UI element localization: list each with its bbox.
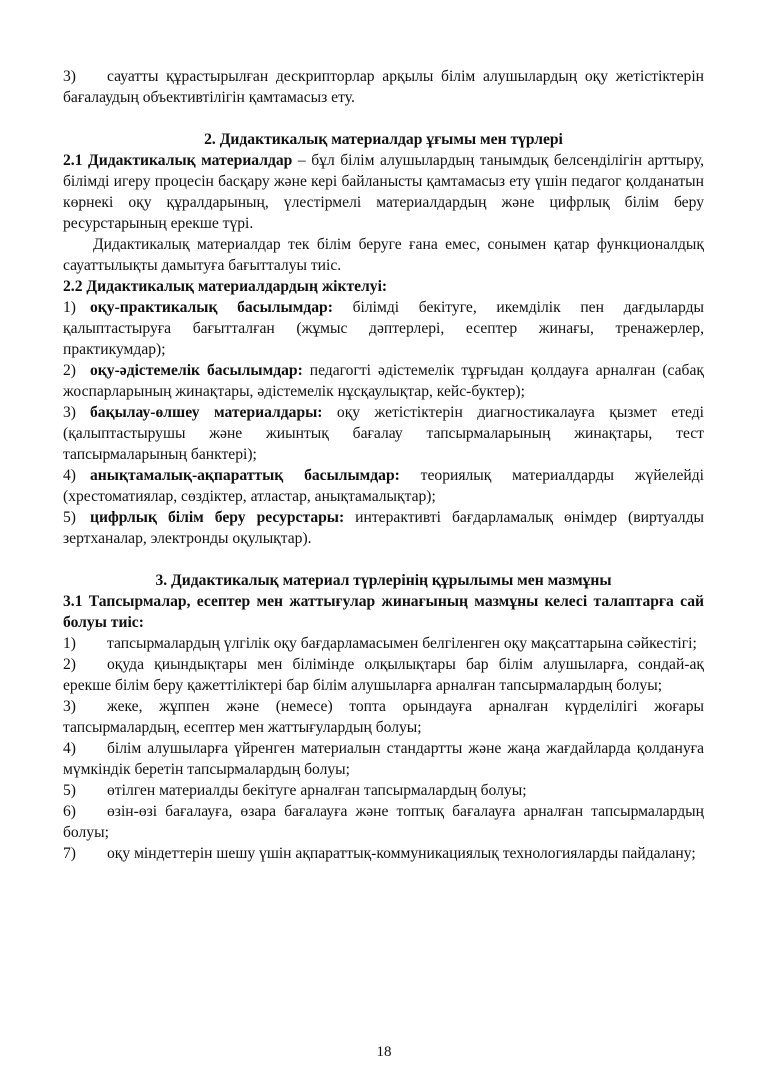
list-item	[63, 801, 704, 843]
list-item	[63, 696, 704, 738]
para-2-1-text: – бұл білім алушылардың танымдық белсенділігін арттыру, білімді игеру процесін басқару және кері байланысты қамтамасыз ету үшін педагог қолданатын көрнекі оқу құралдарының, үлестірмелі материалдардың және цифрлық білім беру ресурстарының ерекше түрі.	[63, 152, 704, 232]
para-3-1: 3.1 Тапсырмалар, есептер мен жаттығулар жинағының мазмұны келесі талаптарға сай болуы тиіс:	[63, 593, 704, 631]
list-item-number: 5)	[63, 509, 76, 526]
list-item-text: оқу жетістіктерін диагностикалауға қызмет етеді (қалыптастырушы және жиынтық бағалау тапсырмаларының жинақтары, тест тапсырмаларының банктері);	[63, 404, 704, 463]
list-item	[63, 402, 704, 465]
list-item-number: 2)	[63, 362, 76, 379]
intro-list-item	[63, 66, 704, 108]
list-item-number: 5)	[63, 782, 76, 799]
list-item-text: сауатты құрастырылған дескрипторлар арқылы білім алушылардың оқу жетістіктерін бағалаудың объективтілігін қамтамасыз ету.	[63, 68, 704, 106]
list-item-number: 2)	[63, 656, 76, 673]
list-item-term: оқу-практикалық басылымдар:	[90, 299, 333, 316]
document-page	[63, 66, 704, 864]
list-item-term: оқу-әдістемелік басылымдар:	[90, 362, 303, 379]
list-item	[63, 738, 704, 780]
list-item-number: 7)	[63, 845, 76, 862]
list-item-text: оқуда қиындықтары мен білімінде олқылықтары бар білім алушыларға, сондай-ақ ерекше білім беру қажеттіліктері бар білім алушыларға арналған тапсырмалардың болуы;	[63, 656, 704, 694]
list-item-text: оқу міндеттерін шешу үшін ақпараттық-коммуникациялық технологияларды пайдалану;	[107, 845, 696, 862]
list-item	[63, 465, 704, 507]
list-item-number: 3)	[63, 404, 76, 421]
blank-line	[63, 549, 704, 570]
list-item-text: интерактивті бағдарламалық өнімдер (виртуалды зертханалар, электронды оқулықтар).	[63, 509, 704, 547]
para-2-1-term: 2.1 Дидактикалық материалдар	[63, 152, 293, 169]
list-item-term: бақылау-өлшеу материалдары:	[90, 404, 323, 421]
list-item-text: жеке, жұппен және (немесе) топта орындауға арналған күрделілігі жоғары тапсырмалардың, есептер мен жаттығулардың болуы;	[63, 698, 704, 736]
list-item-number: 3)	[63, 698, 76, 715]
section3-heading: 3. Дидактикалық материал түрлерінің құрылымы мен мазмұны	[155, 572, 612, 589]
list-item-number: 4)	[63, 467, 76, 484]
classification-list	[63, 297, 704, 549]
list-item-number: 3)	[63, 68, 76, 85]
list-item-text: тапсырмалардың үлгілік оқу бағдарламасымен белгіленген оқу мақсаттарына сәйкестігі;	[107, 635, 697, 652]
para-2-1	[63, 150, 704, 234]
list-item-text: білім алушыларға үйренген материалын стандартты және жаңа жағдайларда қолдануға мүмкіндік беретін тапсырмалардың болуы;	[63, 740, 704, 778]
list-item-term: анықтамалық-ақпараттық басылымдар:	[90, 467, 400, 484]
para-2-2-heading: 2.2 Дидактикалық материалдардың жіктелуі:	[63, 278, 388, 295]
list-item	[63, 654, 704, 696]
list-item-term: цифрлық білім беру ресурстары:	[90, 509, 345, 526]
list-item-text: педагогті әдістемелік тұрғыдан қолдауға арналған (сабақ жоспарларының жинақтары, әдістемелік нұсқаулықтар, кейс-буктер);	[63, 362, 704, 400]
page-number: 18	[376, 1044, 392, 1060]
list-item	[63, 780, 704, 801]
list-item	[63, 507, 704, 549]
list-item-number: 1)	[63, 635, 76, 652]
list-item-number: 4)	[63, 740, 76, 757]
list-item-text: теориялық материалдарды жүйелейді (хрестоматиялар, сөздіктер, атластар, анықтамалықтар);	[63, 467, 704, 505]
requirements-list	[63, 633, 704, 864]
para-didactic-note: Дидактикалық материалдар тек білім беруге ғана емес, сонымен қатар функционалдық сауаттылықты дамытуға бағытталуы тиіс.	[63, 236, 704, 274]
section2-heading: 2. Дидактикалық материалдар ұғымы мен түрлері	[204, 131, 563, 148]
list-item-number: 1)	[63, 299, 76, 316]
list-item	[63, 360, 704, 402]
blank-line	[63, 108, 704, 129]
list-item-text: білімді бекітуге, икемділік пен дағдыларды қалыптастыруға бағытталған (жұмыс дәптерлері, есептер жинағы, тренажерлер, практикумдар);	[63, 299, 704, 358]
list-item-number: 6)	[63, 803, 76, 820]
list-item-text: өзін-өзі бағалауға, өзара бағалауға және топтық бағалауға арналған тапсырмалардың болуы;	[63, 803, 704, 841]
list-item	[63, 297, 704, 360]
list-item-text: өтілген материалды бекітуге арналған тапсырмалардың болуы;	[107, 782, 527, 799]
list-item	[63, 633, 704, 654]
list-item	[63, 843, 704, 864]
